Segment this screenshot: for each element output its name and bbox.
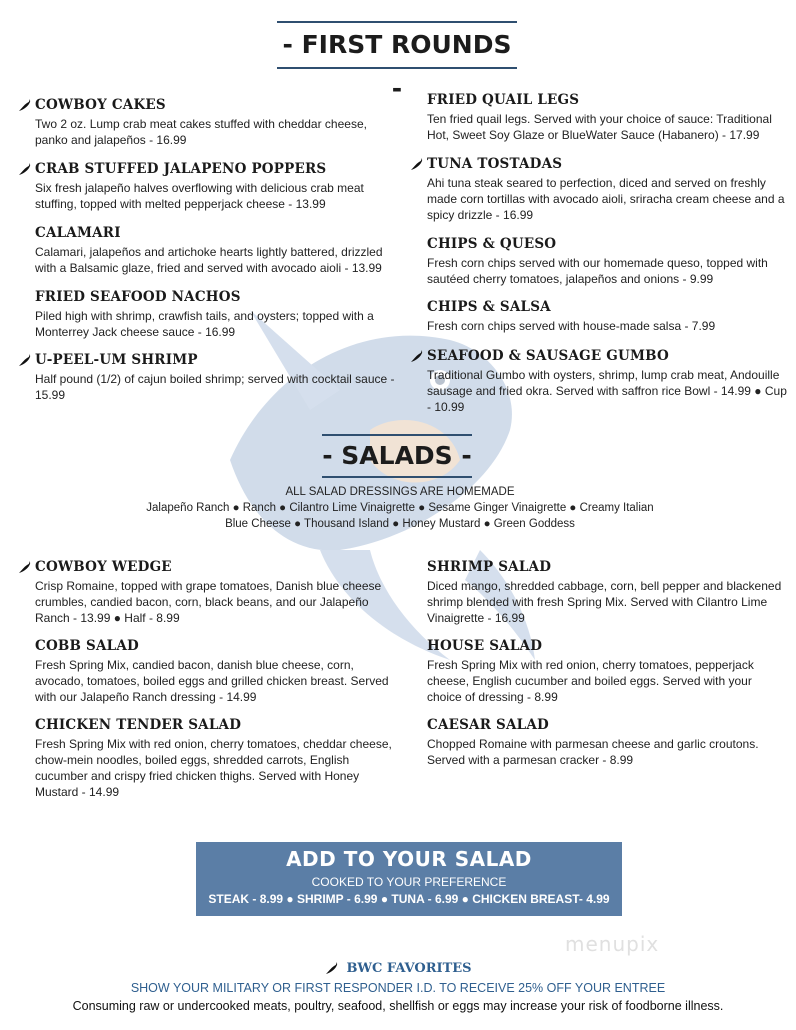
add-to-salad-box — [196, 842, 622, 916]
add-to-salad-subtitle: COOKED TO YOUR PREFERENCE — [311, 875, 507, 889]
bwc-favorites-legend — [0, 960, 796, 976]
menu-item-chicken-tender-salad — [35, 716, 397, 800]
menu-item-seafood-nachos — [35, 288, 397, 340]
item-description: Two 2 oz. Lump crab meat cakes stuffed with cheddar cheese, panko and jalapeños - 16.99 — [35, 117, 367, 147]
chili-pepper-icon — [409, 348, 425, 364]
item-description: Fresh Spring Mix, candied bacon, danish blue cheese, corn, avocado, tomatoes, boiled eggs and grilled chicken breast. Served with our Jalapeño Ranch dressing - 14.99 — [35, 658, 389, 704]
dressing-list-line-1: Jalapeño Ranch ● Ranch ● Cilantro Lime Vinaigrette ● Sesame Ginger Vinaigrette ● Creamy Italian — [146, 502, 654, 514]
chili-pepper-icon — [17, 97, 33, 113]
item-description: Fresh Spring Mix with red onion, cherry tomatoes, cheddar cheese, chow-mein noodles, boiled eggs, shredded carrots, English cucumber and crispy fried chicken thighs. Served with Honey Mustard - 14.99 — [35, 737, 392, 799]
add-to-salad-options: STEAK - 8.99 ● SHRIMP - 6.99 ● TUNA - 6.99 ● CHICKEN BREAST- 4.99 — [208, 892, 610, 906]
menu-item-gumbo — [427, 347, 789, 415]
item-description: Fresh corn chips served with house-made salsa - 7.99 — [427, 319, 716, 333]
menu-item-cowboy-wedge — [35, 558, 397, 626]
salads-heading: - SALADS - — [322, 434, 472, 478]
item-name: FRIED QUAIL LEGS — [427, 92, 580, 108]
dressing-list-line-2: Blue Cheese ● Thousand Island ● Honey Mustard ● Green Goddess — [225, 518, 575, 530]
item-name: SEAFOOD & SAUSAGE GUMBO — [427, 348, 669, 364]
chili-pepper-icon — [17, 352, 33, 368]
item-name: COWBOY CAKES — [35, 97, 166, 113]
item-description: Ten fried quail legs. Served with your choice of sauce: Traditional Hot, Sweet Soy Glaze or BlueWater Sauce (Habanero) - 17.99 — [427, 112, 772, 142]
menu-item-caesar-salad — [427, 716, 789, 768]
item-description: Traditional Gumbo with oysters, shrimp, lump crab meat, Andouille sausage and fried okra. Served with saffron rice Bowl - 14.99 ● Cup - 10.99 — [427, 368, 787, 414]
item-description: Piled high with shrimp, crawfish tails, and oysters; topped with a Monterrey Jack cheese sauce - 16.99 — [35, 309, 374, 339]
menu-item-crab-poppers — [35, 160, 397, 212]
item-name: CAESAR SALAD — [427, 717, 549, 733]
menu-item-chips-salsa — [427, 298, 789, 334]
first-rounds-heading: - FIRST ROUNDS - — [277, 21, 517, 69]
chili-pepper-icon — [324, 960, 340, 976]
menu-item-cowboy-cakes — [35, 96, 397, 148]
menupix-watermark: menupix — [565, 932, 660, 956]
item-description: Half pound (1/2) of cajun boiled shrimp; served with cocktail sauce - 15.99 — [35, 372, 395, 402]
item-description: Diced mango, shredded cabbage, corn, bell pepper and blackened shrimp blended with fresh Spring Mix. Served with Cilantro Lime Vinaigrette - 16.99 — [427, 579, 782, 625]
chili-pepper-icon — [17, 161, 33, 177]
item-name: CHIPS & SALSA — [427, 299, 551, 315]
item-name: CRAB STUFFED JALAPENO POPPERS — [35, 161, 327, 177]
item-name: CALAMARI — [35, 225, 121, 241]
menu-item-shrimp-salad — [427, 558, 789, 626]
item-description: Chopped Romaine with parmesan cheese and garlic croutons. Served with a parmesan cracker - 8.99 — [427, 737, 759, 767]
item-name: CHICKEN TENDER SALAD — [35, 717, 242, 733]
item-description: Fresh corn chips served with our homemade queso, topped with sautéed cherry tomatoes, jalapeños and onions - 9.99 — [427, 256, 768, 286]
item-description: Crisp Romaine, topped with grape tomatoes, Danish blue cheese crumbles, candied bacon, corn, black beans, and our Jalapeño Ranch - 13.99 ● Half - 8.99 — [35, 579, 382, 625]
menu-item-u-peel-um-shrimp — [35, 351, 397, 403]
menu-item-chips-queso — [427, 235, 789, 287]
item-name: TUNA TOSTADAS — [427, 156, 563, 172]
military-discount-note: SHOW YOUR MILITARY OR FIRST RESPONDER I.D. TO RECEIVE 25% OFF YOUR ENTREE — [130, 981, 666, 995]
chili-pepper-icon — [17, 559, 33, 575]
item-name: U-PEEL-UM SHRIMP — [35, 352, 198, 368]
chili-pepper-icon — [409, 156, 425, 172]
menu-item-calamari — [35, 224, 397, 276]
item-name: HOUSE SALAD — [427, 638, 543, 654]
item-name: FRIED SEAFOOD NACHOS — [35, 289, 241, 305]
dressing-note: ALL SALAD DRESSINGS ARE HOMEMADE — [285, 486, 515, 498]
menu-item-tuna-tostadas — [427, 155, 789, 223]
item-description: Calamari, jalapeños and artichoke hearts lightly battered, drizzled with a Balsamic glaze, fried and served with avocado aioli - 13.99 — [35, 245, 383, 275]
menu-item-house-salad — [427, 637, 789, 705]
item-name: COBB SALAD — [35, 638, 139, 654]
item-name: SHRIMP SALAD — [427, 559, 552, 575]
add-to-salad-title: ADD TO YOUR SALAD — [286, 847, 532, 871]
item-description: Ahi tuna steak seared to perfection, diced and served on freshly made corn tortillas with avocado aioli, sriracha cream cheese and a spicy drizzle - 16.99 — [427, 176, 785, 222]
food-safety-warning: Consuming raw or undercooked meats, poultry, seafood, shellfish or eggs may increase your risk of foodborne illness. — [72, 999, 724, 1013]
menu-item-cobb-salad — [35, 637, 397, 705]
bwc-favorites-label: BWC FAVORITES — [346, 960, 472, 976]
menu-item-quail-legs — [427, 91, 789, 143]
item-name: CHIPS & QUESO — [427, 236, 557, 252]
item-description: Fresh Spring Mix with red onion, cherry tomatoes, pepperjack cheese, English cucumber and boiled eggs. Served with your choice of dressing - 8.99 — [427, 658, 754, 704]
item-name: COWBOY WEDGE — [35, 559, 172, 575]
item-description: Six fresh jalapeño halves overflowing with delicious crab meat stuffing, topped with melted pepperjack cheese - 13.99 — [35, 181, 364, 211]
